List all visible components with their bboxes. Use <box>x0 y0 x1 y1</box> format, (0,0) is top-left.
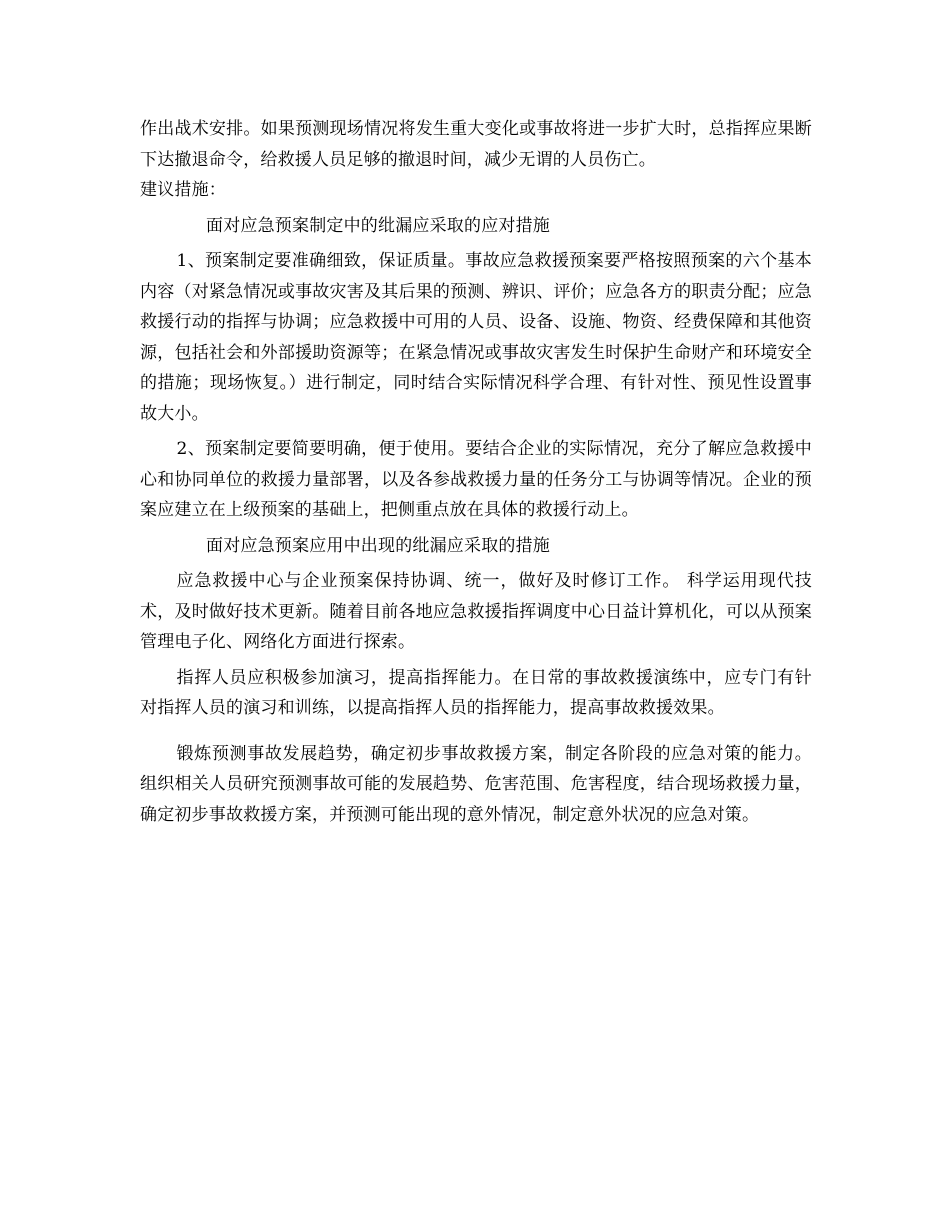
intro-continuation-paragraph: 作出战术安排。如果预测现场情况将发生重大变化或事故将进一步扩大时，总指挥应果断下达撤退命令，给救援人员足够的撤退时间，减少无谓的人员伤亡。 <box>140 119 812 170</box>
section-heading-plan-application: 面对应急预案应用中出现的纰漏应采取的措施 <box>206 535 550 556</box>
suggestion-label: 建议措施： <box>140 180 226 200</box>
forecast-paragraph: 锻炼预测事故发展趋势，确定初步事故救援方案，制定各阶段的应急对策的能力。组织相关人员研究预测事故可能的发展趋势、危害范围、危害程度，结合现场救援力量，确定初步事故救援方案，并预测可能出现的意外情况，制定意外状况的应急对策。 <box>140 743 812 825</box>
item-1-paragraph: 1、预案制定要准确细致，保证质量。事故应急救援预案要严格按照预案的六个基本内容（对紧急情况或事故灾害及其后果的预测、辨识、评价；应急各方的职责分配；应急救援行动的指挥与协调；应急救援中可用的人员、设备、设施、物资、经费保障和其他资源，包括社会和外部援助资源等；在紧急情况或事故灾害发生时保护生命财产和环境安全的措施；现场恢复。）进行制定，同时结合实际情况科学合理、有针对性、预见性设置事故大小。 <box>140 251 812 424</box>
document-page <box>140 114 812 830</box>
drills-paragraph: 指挥人员应积极参加演习，提高指挥能力。在日常的事故救援演练中，应专门有针对指挥人员的演习和训练，以提高指挥人员的指挥能力，提高事故救援效果。 <box>140 667 812 718</box>
section-heading-plan-formulation: 面对应急预案制定中的纰漏应采取的应对措施 <box>206 215 550 236</box>
item-2-paragraph: 2、预案制定要简要明确，便于使用。要结合企业的实际情况，充分了解应急救援中心和协同单位的救援力量部署，以及各参战救援力量的任务分工与协调等情况。企业的预案应建立在上级预案的基础上，把侧重点放在具体的救援行动上。 <box>140 439 812 520</box>
coordination-paragraph: 应急救援中心与企业预案保持协调、统一，做好及时修订工作。 科学运用现代技术，及时做好技术更新。随着目前各地应急救援指挥调度中心日益计算机化，可以从预案管理电子化、网络化方面进行探索。 <box>140 571 812 652</box>
